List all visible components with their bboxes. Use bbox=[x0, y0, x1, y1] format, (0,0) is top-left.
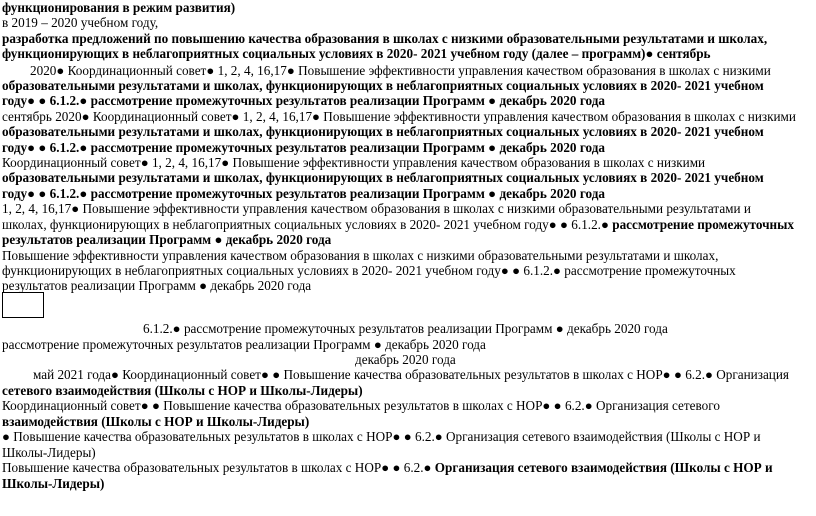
text-line: году● ● 6.1.2.● рассмотрение промежуточных результатов реализации Программ ● декабрь 2020 года bbox=[2, 93, 605, 108]
text-line: образовательными результатами и школах, функционирующих в неблагоприятных социальных условиях в 2020- 2021 учебном bbox=[2, 124, 764, 139]
bullet-icon: ● bbox=[79, 93, 88, 108]
text-line: Повышение качества образовательных результатов в школах с НОР● ● 6.2.● Организация сетевого взаимодействия (Школы с НОР и bbox=[2, 460, 773, 475]
bullet-icon: ● bbox=[81, 109, 90, 124]
bullet-icon: ● bbox=[151, 398, 160, 413]
bullet-icon: ● bbox=[423, 460, 432, 475]
text-line: Школы-Лидеры) bbox=[2, 445, 96, 460]
bullet-icon: ● bbox=[555, 321, 564, 336]
bullet-icon: ● bbox=[584, 398, 593, 413]
bullet-icon: ● bbox=[645, 46, 654, 61]
bullet-icon: ● bbox=[600, 217, 609, 232]
bullet-icon: ● bbox=[172, 321, 181, 336]
bullet-icon: ● bbox=[71, 201, 80, 216]
bullet-icon: ● bbox=[488, 186, 497, 201]
text-line: рассмотрение промежуточных результатов реализации Программ ● декабрь 2020 года bbox=[2, 337, 486, 352]
bullet-icon: ● bbox=[260, 367, 269, 382]
text-line: 6.1.2.● рассмотрение промежуточных результатов реализации Программ ● декабрь 2020 года bbox=[143, 321, 668, 336]
bullet-icon: ● bbox=[673, 367, 682, 382]
bullet-icon: ● bbox=[560, 217, 568, 232]
bullet-icon: ● bbox=[434, 429, 443, 444]
bullet-icon: ● bbox=[312, 109, 320, 124]
bullet-icon: ● bbox=[392, 429, 401, 444]
text-line: Повышение эффективности управления качеством образования в школах с низкими образовательными результатами и школах, bbox=[2, 248, 719, 263]
bullet-icon: ● bbox=[286, 63, 295, 78]
text-line: май 2021 года● Координационный совет● ● Повышение качества образовательных результатов в школах с НОР● ● 6.2.● Организация bbox=[33, 367, 789, 382]
text-line: Координационный совет● ● Повышение качества образовательных результатов в школах с НОР● ● 6.2.● Организация сетевого bbox=[2, 398, 720, 413]
text-line: взаимодействия (Школы с НОР и Школы-Лидеры) bbox=[2, 414, 310, 429]
bullet-icon: ● bbox=[548, 217, 557, 232]
bullet-icon: ● bbox=[111, 367, 119, 382]
bullet-icon: ● bbox=[373, 337, 382, 352]
text-line: в 2019 – 2020 учебном году, bbox=[2, 15, 159, 30]
text-line: сетевого взаимодействия (Школы с НОР и Школы-Лидеры) bbox=[2, 383, 363, 398]
bullet-icon: ● bbox=[221, 155, 230, 170]
bullet-icon: ● bbox=[512, 263, 521, 278]
bullet-icon: ● bbox=[199, 278, 208, 293]
bullet-icon: ● bbox=[381, 460, 390, 475]
text-line: функционирующих в неблагоприятных социальных условиях в 2020- 2021 учебном году● ● 6.1.2.● рассмотрение промежуточных bbox=[2, 263, 736, 278]
bullet-icon: ● bbox=[38, 140, 47, 155]
bullet-icon: ● bbox=[79, 140, 88, 155]
bullet-icon: ● bbox=[38, 186, 47, 201]
bullet-icon: ● bbox=[704, 367, 713, 382]
text-line: декабрь 2020 года bbox=[355, 352, 456, 367]
text-line: году● ● 6.1.2.● рассмотрение промежуточных результатов реализации Программ ● декабрь 2020 года bbox=[2, 186, 605, 201]
text-line: функционирования в режим развития) bbox=[2, 0, 236, 15]
bullet-icon: ● bbox=[553, 263, 561, 278]
bullet-icon: ● bbox=[140, 155, 149, 170]
text-line: 2020● Координационный совет● 1, 2, 4, 16,17● Повышение эффективности управления качеством образования в школах с низкими bbox=[30, 63, 771, 78]
bullet-icon: ● bbox=[79, 186, 88, 201]
bullet-icon: ● bbox=[214, 232, 223, 247]
text-line: школах, функционирующих в неблагоприятных социальных условиях в 2020- 2021 учебном году● ● 6.1.2.● рассмотрение промежуточных bbox=[2, 217, 795, 232]
text-line: 1, 2, 4, 16,17● Повышение эффективности управления качеством образования в школах с низкими образовательными результатами и bbox=[2, 201, 751, 216]
bullet-icon: ● bbox=[2, 429, 10, 444]
bullet-icon: ● bbox=[542, 398, 551, 413]
bullet-icon: ● bbox=[553, 398, 562, 413]
text-line: функционирующих в неблагоприятных социальных условиях в 2020- 2021 учебном году (далее – программ)● сентябрь bbox=[2, 46, 711, 61]
text-line: результатов реализации Программ ● декабрь 2020 года bbox=[2, 278, 312, 293]
bullet-icon: ● bbox=[140, 398, 149, 413]
bullet-icon: ● bbox=[38, 93, 47, 108]
text-line: году● ● 6.1.2.● рассмотрение промежуточных результатов реализации Программ ● декабрь 2020 года bbox=[2, 140, 605, 155]
bullet-icon: ● bbox=[662, 367, 671, 382]
bullet-icon: ● bbox=[500, 263, 509, 278]
bullet-icon: ● bbox=[488, 93, 497, 108]
empty-box bbox=[2, 292, 44, 318]
bullet-icon: ● bbox=[206, 63, 215, 78]
bullet-icon: ● bbox=[488, 140, 497, 155]
text-line: ● Повышение качества образовательных результатов в школах с НОР● ● 6.2.● Организация сетевого взаимодействия (Школы с НОР и bbox=[2, 429, 761, 444]
bullet-icon: ● bbox=[231, 109, 240, 124]
text-line: разработка предложений по повышению качества образования в школах с низкими образовательными результатами и школах, bbox=[2, 31, 768, 46]
bullet-icon: ● bbox=[27, 140, 36, 155]
text-line: результатов реализации Программ ● декабрь 2020 года bbox=[2, 232, 332, 247]
text-line: образовательными результатами и школах, функционирующих в неблагоприятных социальных условиях в 2020- 2021 учебном bbox=[2, 78, 764, 93]
bullet-icon: ● bbox=[403, 429, 412, 444]
bullet-icon: ● bbox=[56, 63, 65, 78]
bullet-icon: ● bbox=[27, 186, 36, 201]
bullet-icon: ● bbox=[272, 367, 281, 382]
bullet-icon: ● bbox=[27, 93, 36, 108]
bullet-icon: ● bbox=[392, 460, 401, 475]
text-line: Школы-Лидеры) bbox=[2, 476, 105, 491]
text-line: Координационный совет● 1, 2, 4, 16,17● Повышение эффективности управления качеством образования в школах с низкими bbox=[2, 155, 706, 170]
text-line: образовательными результатами и школах, функционирующих в неблагоприятных социальных условиях в 2020- 2021 учебном bbox=[2, 170, 764, 185]
text-line: сентябрь 2020● Координационный совет● 1, 2, 4, 16,17● Повышение эффективности управления качеством образования в школах с низкими bbox=[2, 109, 796, 124]
